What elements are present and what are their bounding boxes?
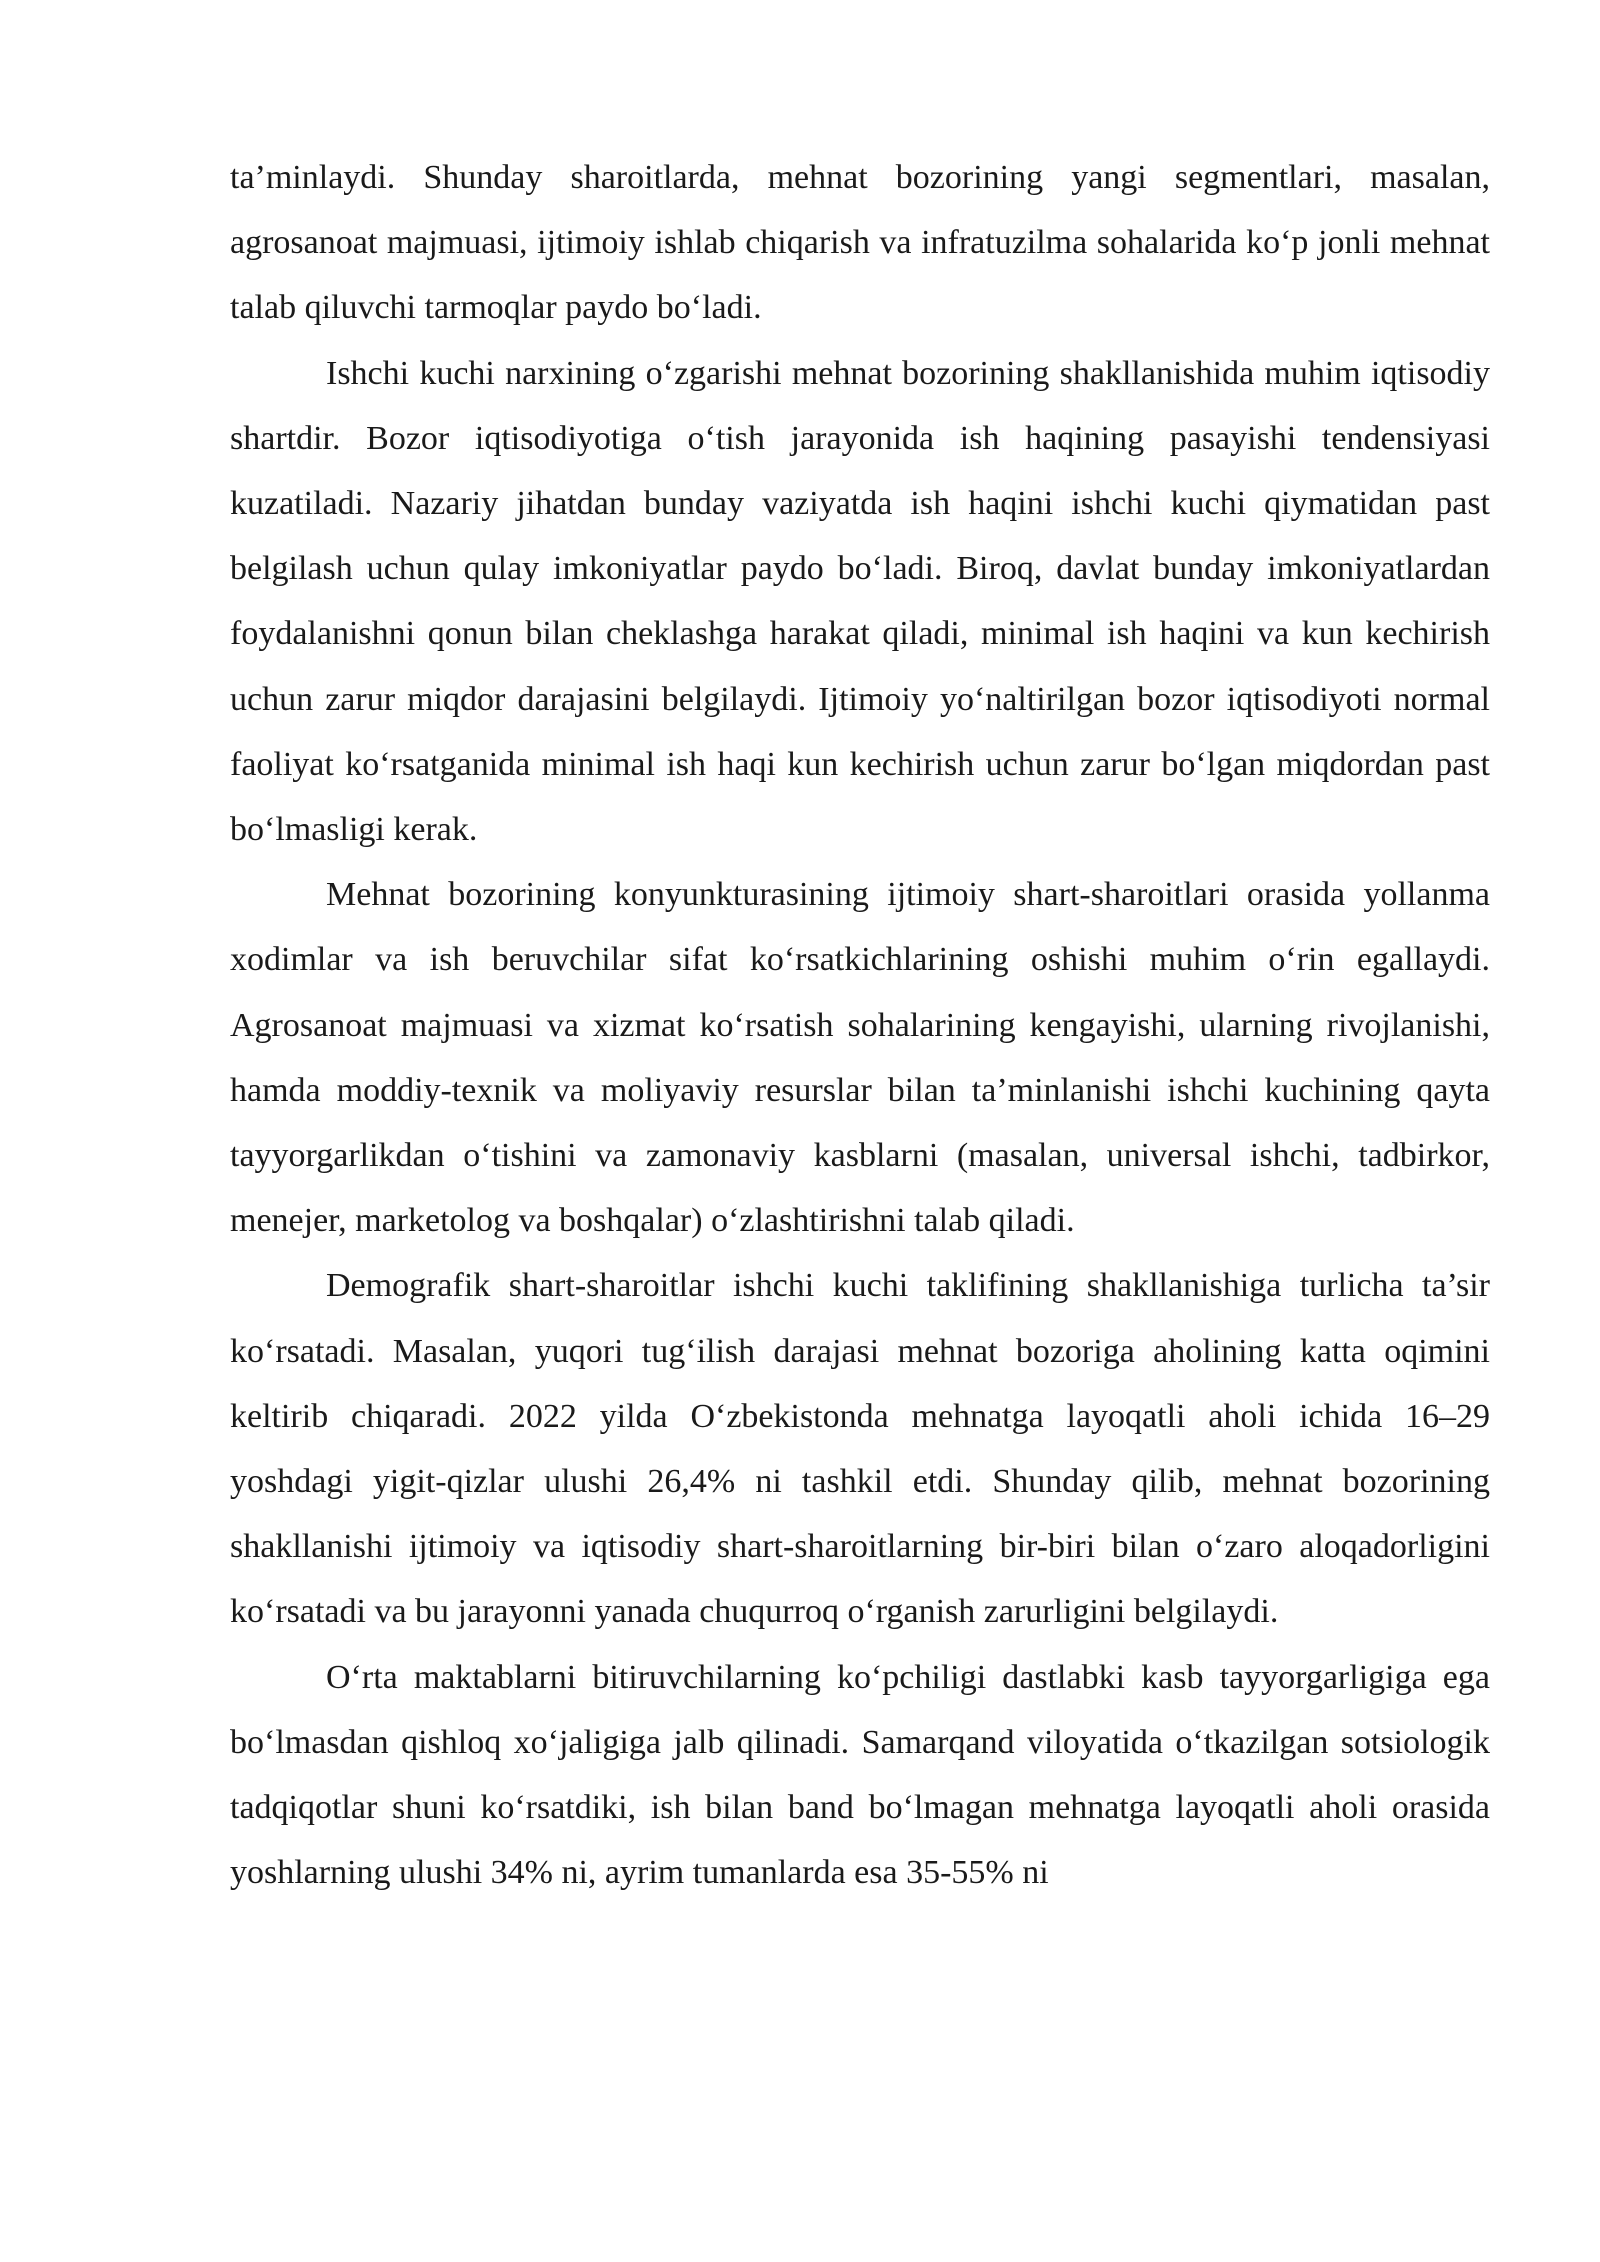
document-page (230, 145, 1490, 1905)
paragraph-5: O‘rta maktablarni bitiruvchilarning ko‘pchiligi dastlabki kasb tayyorgarligiga ega bo‘lmasdan qishloq xo‘jaligiga jalb qilinadi. Samarqand viloyatida o‘tkazilgan sotsiologik tadqiqotlar shuni ko‘rsatdiki, ish bilan band bo‘lmagan mehnatga layoqatli aholi orasida yoshlarning ulushi 34% ni, ayrim tumanlarda esa 35-55% ni (230, 1658, 1490, 1892)
paragraph-4: Demografik shart-sharoitlar ishchi kuchi taklifining shakllanishiga turlicha ta’sir ko‘rsatadi. Masalan, yuqori tug‘ilish darajasi mehnat bozoriga aholining katta oqimini keltirib chiqaradi. 2022 yilda O‘zbekistonda mehnatga layoqatli aholi ichida 16–29 yoshdagi yigit-qizlar ulushi 26,4% ni tashkil etdi. Shunday qilib, mehnat bozorining shakllanishi ijtimoiy va iqtisodiy shart-sharoitlarning bir-biri bilan o‘zaro aloqadorligini ko‘rsatadi va bu jarayonni yanada chuqurroq o‘rganish zarurligini belgilaydi. (230, 1267, 1490, 1631)
paragraph-2: Ishchi kuchi narxining o‘zgarishi mehnat bozorining shakllanishida muhim iqtisodiy shartdir. Bozor iqtisodiyotiga o‘tish jarayonida ish haqining pasayishi tendensiyasi kuzatiladi. Nazariy jihatdan bunday vaziyatda ish haqini ishchi kuchi qiymatidan past belgilash uchun qulay imkoniyatlar paydo bo‘ladi. Biroq, davlat bunday imkoniyatlardan foydalanishni qonun bilan cheklashga harakat qiladi, minimal ish haqini va kun kechirish uchun zarur miqdor darajasini belgilaydi. Ijtimoiy yo‘naltirilgan bozor iqtisodiyoti normal faoliyat ko‘rsatganida minimal ish haqi kun kechirish uchun zarur bo‘lgan miqdordan past bo‘lmasligi kerak. (230, 354, 1490, 849)
paragraph-1: ta’minlaydi. Shunday sharoitlarda, mehnat bozorining yangi segmentlari, masalan, agrosanoat majmuasi, ijtimoiy ishlab chiqarish va infratuzilma sohalarida ko‘p jonli mehnat talab qiluvchi tarmoqlar paydo bo‘ladi. (230, 159, 1490, 327)
paragraph-3: Mehnat bozorining konyunkturasining ijtimoiy shart-sharoitlari orasida yollanma xodimlar va ish beruvchilar sifat ko‘rsatkichlarining oshishi muhim o‘rin egallaydi. Agrosanoat majmuasi va xizmat ko‘rsatish sohalarining kengayishi, ularning rivojlanishi, hamda moddiy-texnik va moliyaviy resurslar bilan ta’minlanishi ishchi kuchining qayta tayyorgarlikdan o‘tishini va zamonaviy kasblarni (masalan, universal ishchi, tadbirkor, menejer, marketolog va boshqalar) o‘zlashtirishni talab qiladi. (230, 876, 1490, 1240)
